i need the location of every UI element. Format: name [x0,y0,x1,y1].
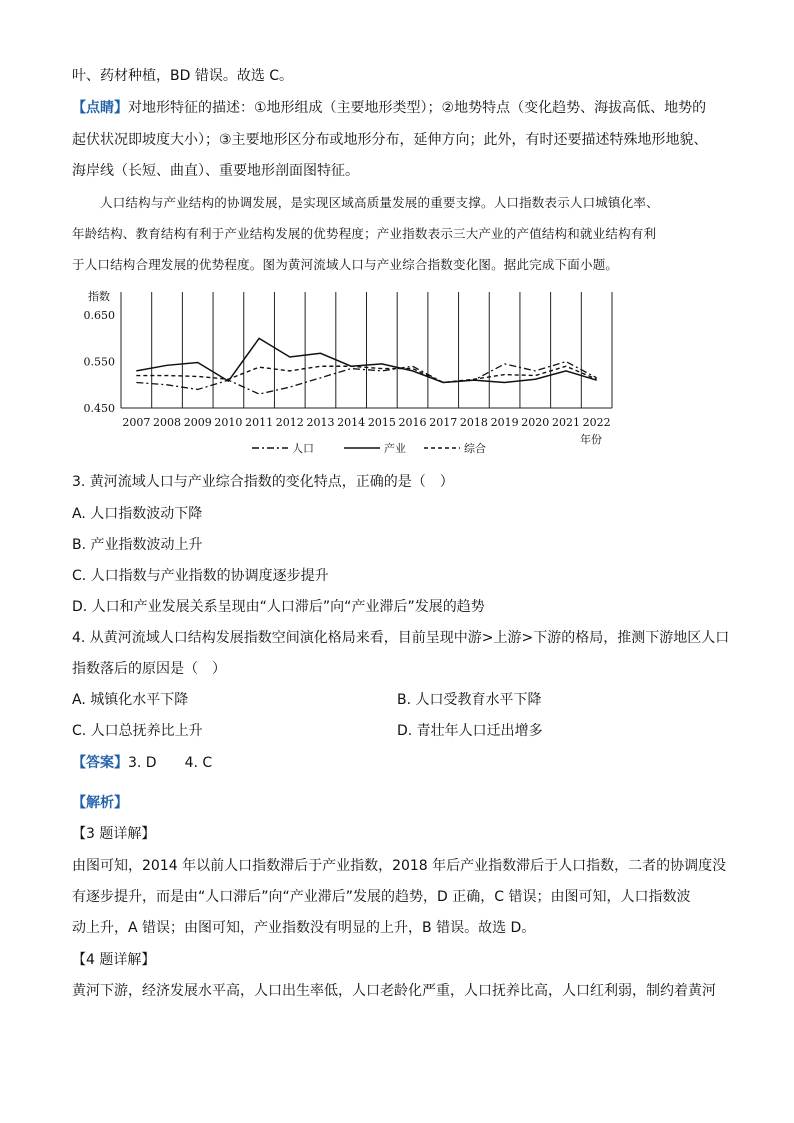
x-tick-label: 2009 [183,416,212,429]
dianjing-text: 对地形特征的描述：①地形组成（主要地形类型）；②地势特点（变化趋势、海拔高低、地势的 [128,100,707,116]
dianjing-tag: 【点睛】 [72,100,128,116]
x-tick-label: 2019 [490,416,519,429]
material-line: 年龄结构、教育结构有利于产业结构发展的优势程度；产业指数表示三大产业的产值结构和就业结构有利 [72,226,657,241]
x-tick-label: 2016 [398,416,427,429]
y-axis-label: 指数 [88,290,110,303]
x-tick-label: 2018 [459,416,488,429]
q3-detail-line: 有逐步提升，而是由“人口滞后”向“产业滞后”发展的趋势，D 正确，C 错误；由图可知，人口指数波 [72,889,691,905]
q4-stem: 指数落后的原因是（ ） [72,661,226,677]
paragraph-line: 叶、药材种植，BD 错误。故选 C。 [72,68,294,84]
x-tick-label: 2014 [337,416,366,429]
legend-label: 产业 [384,442,406,455]
x-tick-label: 2020 [521,416,550,429]
x-tick-label: 2007 [122,416,151,429]
x-tick-label: 2022 [582,416,611,429]
x-tick-label: 2013 [306,416,335,429]
x-tick-label: 2015 [367,416,396,429]
legend-label: 人口 [292,442,314,455]
q3-detail-line: 由图可知，2014 年以前人口指数滞后于产业指数，2018 年后产业指数滞后于人口指数，二者的协调度没 [72,858,727,874]
dianjing-line [72,98,706,118]
analysis-tag: 【解析】 [72,795,128,811]
q4-stem: 4. 从黄河流域人口结构发展指数空间演化格局来看，目前呈现中游>上游>下游的格局，推测下游地区人口 [72,630,730,646]
x-tick-label: 2010 [214,416,243,429]
x-tick-label: 2021 [551,416,580,429]
q3-stem: 3. 黄河流域人口与产业综合指数的变化特点，正确的是（ ） [72,474,454,490]
q3-detail-tag: 【3 题详解】 [72,826,156,842]
material-line: 于人口结构合理发展的优势程度。图为黄河流域人口与产业综合指数变化图。据此完成下面小题。 [72,257,619,272]
paragraph-line: 海岸线（长短、曲直）、重要地形剖面图特征。 [72,163,359,179]
material-line: 人口结构与产业结构的协调发展，是实现区域高质量发展的重要支撑。人口指数表示人口城镇化率、 [100,195,659,210]
answer-text: 3. D 4. C [128,755,213,771]
x-tick-label: 2008 [153,416,182,429]
q4-option-d: D. 青壮年人口迁出增多 [397,723,543,739]
x-axis-label: 年份 [580,433,602,446]
q3-option-d: D. 人口和产业发展关系呈现由“人口滞后”向“产业滞后”发展的趋势 [72,599,485,615]
y-tick-label: 0.650 [83,309,115,323]
q4-detail-line: 黄河下游，经济发展水平高，人口出生率低，人口老龄化严重，人口抚养比高，人口红利弱，制约着黄河 [72,983,716,999]
y-tick-label: 0.450 [83,402,115,415]
x-tick-label: 2012 [275,416,304,429]
q3-detail-line: 动上升，A 错误；由图可知，产业指数没有明显的上升，B 错误。故选 D。 [72,920,536,936]
chart-legend [252,441,486,455]
legend-label: 综合 [464,442,486,455]
index-line-chart [72,286,632,466]
x-tick-label: 2017 [429,416,458,429]
x-tick-label: 2011 [245,416,274,429]
q3-option-c: C. 人口指数与产业指数的协调度逐步提升 [72,568,329,584]
paragraph-line: 起伏状况即坡度大小）；③主要地形区分布或地形分布，延伸方向；此外，有时还要描述特殊地形地貌、 [72,132,708,148]
q4-option-c: C. 人口总抚养比上升 [72,723,203,739]
answer-line [72,753,212,773]
y-tick-label: 0.550 [83,355,115,369]
q4-detail-tag: 【4 题详解】 [72,952,156,968]
q3-option-a: A. 人口指数波动下降 [72,506,203,522]
q4-option-a: A. 城镇化水平下降 [72,692,189,708]
answer-tag: 【答案】 [72,755,128,771]
q3-option-b: B. 产业指数波动上升 [72,537,203,553]
q4-option-b: B. 人口受教育水平下降 [397,692,542,708]
